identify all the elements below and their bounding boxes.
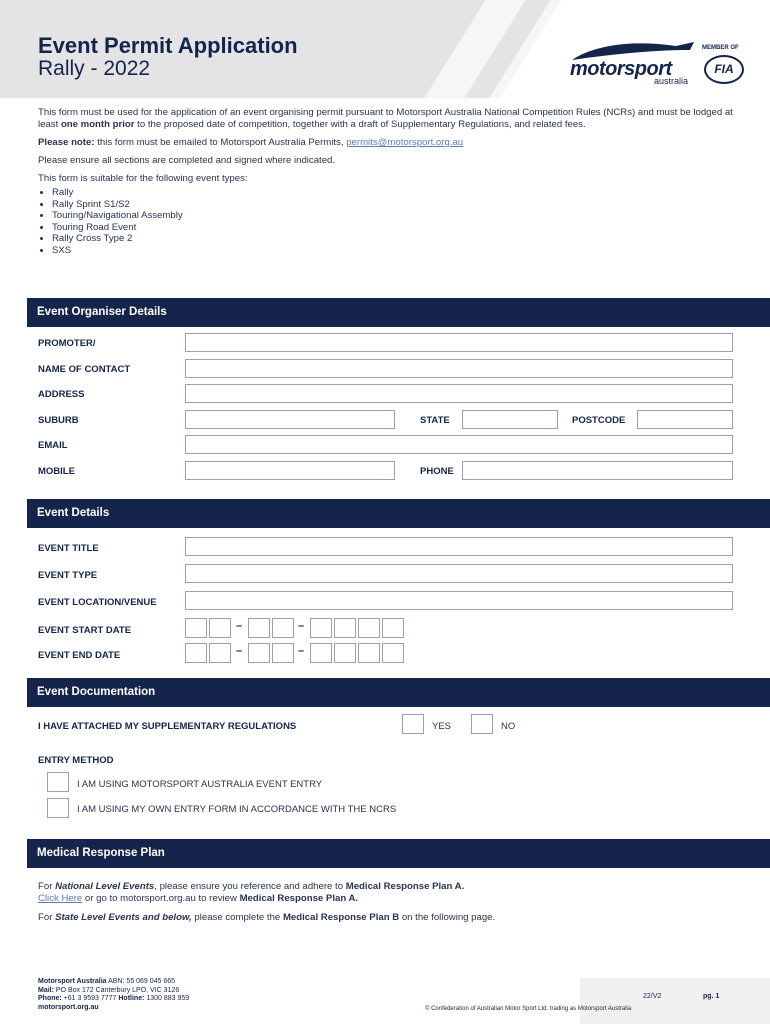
email-label: EMAIL [38, 440, 68, 451]
page-subtitle: Rally - 2022 [38, 57, 151, 80]
event-location-label: EVENT LOCATION/VENUE [38, 597, 157, 608]
section-medical-heading: Medical Response Plan [27, 839, 770, 868]
section-event-heading: Event Details [27, 499, 770, 528]
contact-label: NAME OF CONTACT [38, 364, 131, 375]
date-digit-box[interactable] [248, 618, 270, 638]
footer-panel [580, 978, 770, 1024]
click-here-link[interactable]: Click Here [38, 892, 83, 904]
date-digit-box[interactable] [185, 618, 207, 638]
motorsport-logo [566, 38, 746, 88]
mobile-label: MOBILE [38, 466, 75, 477]
entry-ma-checkbox[interactable] [47, 772, 69, 792]
date-digit-box[interactable] [272, 643, 294, 663]
date-digit-box[interactable] [358, 618, 380, 638]
section-documentation-heading: Event Documentation [27, 678, 770, 707]
entry-own-label: I AM USING MY OWN ENTRY FORM IN ACCORDANCE WITH THE NCRS [77, 804, 397, 815]
suburb-input[interactable] [185, 410, 395, 429]
event-types-list [38, 187, 738, 256]
no-label: NO [501, 721, 516, 732]
date-digit-box[interactable] [334, 643, 356, 663]
supp-regs-label: I HAVE ATTACHED MY SUPPLEMENTARY REGULATIONS [38, 721, 297, 732]
date-digit-box[interactable] [310, 618, 332, 638]
promoter-input[interactable] [185, 333, 733, 352]
end-date-label: EVENT END DATE [38, 650, 121, 661]
date-digit-box[interactable] [382, 618, 404, 638]
date-digit-box[interactable] [185, 643, 207, 663]
address-input[interactable] [185, 384, 733, 403]
event-type-label: EVENT TYPE [38, 570, 98, 581]
date-digit-box[interactable] [209, 643, 231, 663]
list-item: • Rally [52, 187, 738, 199]
entry-method-label: ENTRY METHOD [38, 755, 114, 766]
yes-checkbox[interactable] [402, 714, 424, 734]
date-digit-box[interactable] [248, 643, 270, 663]
list-item: • SXS [52, 245, 738, 257]
date-digit-box[interactable] [382, 643, 404, 663]
entry-ma-label: I AM USING MOTORSPORT AUSTRALIA EVENT ENTRY [77, 779, 323, 790]
yes-label: YES [432, 721, 452, 732]
address-label: ADDRESS [38, 389, 85, 400]
version-label: 22/V2 [643, 993, 662, 1000]
contact-input[interactable] [185, 359, 733, 378]
phone-input[interactable] [462, 461, 733, 480]
page-title: Event Permit Application [38, 33, 298, 58]
date-separator: – [236, 620, 243, 632]
date-digit-box[interactable] [209, 618, 231, 638]
list-item: • Touring/Navigational Assembly [52, 210, 738, 222]
list-item: • Rally Sprint S1/S2 [52, 199, 738, 211]
event-title-label: EVENT TITLE [38, 543, 99, 554]
start-date-label: EVENT START DATE [38, 625, 132, 636]
promoter-label: PROMOTER/ [38, 338, 96, 349]
permits-email-link[interactable]: permits@motorsport.org.au [346, 137, 464, 148]
phone-label: PHONE [420, 466, 454, 477]
entry-own-checkbox[interactable] [47, 798, 69, 818]
page-number: pg. 1 [703, 993, 720, 1000]
date-separator: – [298, 620, 305, 632]
state-input[interactable] [462, 410, 558, 429]
no-checkbox[interactable] [471, 714, 493, 734]
date-digit-box[interactable] [272, 618, 294, 638]
fia-logo: FIA [704, 55, 744, 84]
event-type-input[interactable] [185, 564, 733, 583]
footer-website: motorsport.org.au [38, 1003, 99, 1011]
postcode-label: POSTCODE [572, 415, 626, 426]
suburb-label: SUBURB [38, 415, 79, 426]
date-digit-box[interactable] [310, 643, 332, 663]
intro-text: This form must be used for the application of an event organising permit pursuant to Motorsport Australia National Competition Rules (NCRs) and must be lodged at least one month prior to the proposed date of competition, together with a draft of Supplementary Regulations, and related fees. Please note: this form must be emailed to Motorsport Australia Permits, permits@motorsport.org.au Please ensure all sections are completed and signed where indicated. This form is suitable for the following event types: • Rally • Rally Sprint S1/S2 • Touring/Navigational Assembly • Touring Road Event • Rally Cross Type 2 • SXS [38, 107, 738, 256]
event-location-input[interactable] [185, 591, 733, 610]
list-item: • Rally Cross Type 2 [52, 233, 738, 245]
date-separator: – [298, 645, 305, 657]
postcode-input[interactable] [637, 410, 733, 429]
medical-line-national: For National Level Events, please ensure you reference and adhere to Medical Response Plan A. Click Here or go to motorsport.org.au to review Medical Response Plan A. [38, 881, 465, 904]
logo-brand: motorsport [570, 58, 672, 80]
event-title-input[interactable] [185, 537, 733, 556]
date-digit-box[interactable] [358, 643, 380, 663]
member-of-label: MEMBER OF [702, 45, 739, 51]
section-organiser-heading: Event Organiser Details [27, 298, 770, 327]
state-label: STATE [420, 415, 450, 426]
logo-sub: australia [654, 76, 689, 86]
date-digit-box[interactable] [334, 618, 356, 638]
mobile-input[interactable] [185, 461, 395, 480]
list-item: • Touring Road Event [52, 222, 738, 234]
medical-line-state: For State Level Events and below, please complete the Medical Response Plan B on the following page. [38, 912, 496, 923]
footer-contact: Motorsport Australia ABN: 55 069 045 665 Mail: PO Box 172 Canterbury LPO, VIC 3126 Phone: +61 3 9593 7777 Hotline: 1300 883 959 motorsport.org.au [38, 978, 190, 1011]
copyright-text: © Confederation of Australian Motor Sport Ltd. trading as Motorsport Australia [425, 1006, 632, 1012]
email-input[interactable] [185, 435, 733, 454]
date-separator: – [236, 645, 243, 657]
